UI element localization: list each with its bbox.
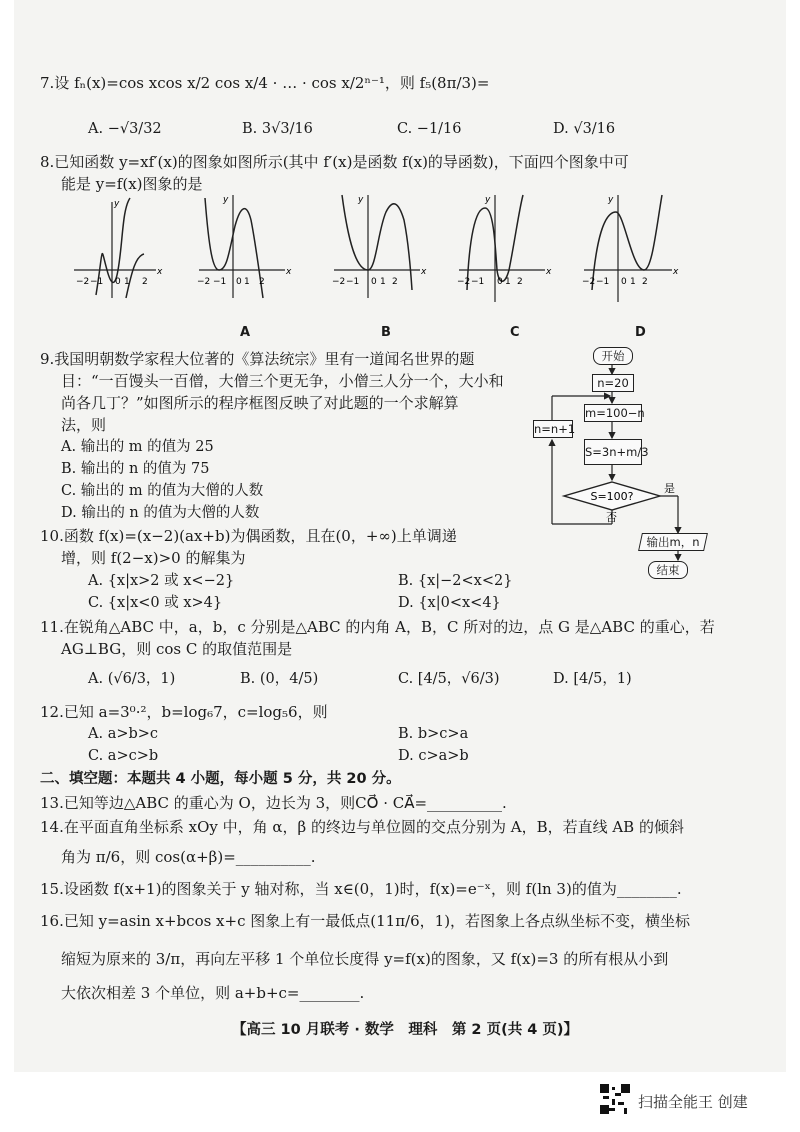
q12-stem: 12.已知 a=3⁰·²，b=log₆7，c=log₅6，则	[40, 703, 328, 721]
svg-text:x: x	[421, 267, 427, 277]
svg-text:y: y	[485, 195, 491, 205]
q13: 13.已知等边△ABC 的重心为 O，边长为 3，则CO⃗ · CA⃗=__________.	[40, 794, 507, 812]
q14-line1: 14.在平面直角坐标系 xOy 中，角 α，β 的终边与单位圆的交点分别为 A，B，若直线 AB 的倾斜	[40, 818, 684, 836]
svg-text:2: 2	[517, 277, 523, 287]
svg-text:y: y	[223, 195, 229, 205]
q8-given-graph	[74, 198, 163, 298]
svg-text:x: x	[286, 267, 292, 277]
svg-text:−2: −2	[76, 277, 90, 287]
q9-fc-assign-s: S=3n+m/3	[584, 439, 642, 465]
q8-graph-d	[582, 195, 679, 302]
q9-fc-cond: S=100?	[590, 490, 634, 503]
svg-text:2: 2	[142, 277, 148, 287]
q9-fc-start: 开始	[593, 347, 633, 365]
q12-option-d: D. c>a>b	[398, 748, 469, 764]
q11-option-a: A. (√6/3，1)	[88, 671, 176, 687]
svg-text:2: 2	[642, 277, 648, 287]
q16-line3: 大依次相差 3 个单位，则 a+b+c=________.	[61, 984, 365, 1002]
qr-code-icon	[600, 1084, 630, 1114]
q7-option-a: A. −√3/32	[88, 121, 162, 137]
q8-graph-a	[197, 195, 292, 298]
svg-text:−1: −1	[596, 277, 610, 287]
svg-text:x: x	[157, 267, 163, 277]
svg-text:y: y	[358, 195, 364, 205]
q14-line2: 角为 π/6，则 cos(α+β)=__________.	[61, 848, 316, 866]
q7-option-c: C. −1/16	[397, 121, 462, 137]
q9-fc-no: 否	[606, 511, 617, 524]
q9-fc-output	[638, 533, 708, 551]
q10-option-b: B. {x|−2<x<2}	[398, 573, 513, 589]
svg-text:−1: −1	[471, 277, 485, 287]
q9-fc-end: 结束	[648, 561, 688, 579]
svg-text:y: y	[608, 195, 614, 205]
q10-line1: 10.函数 f(x)=(x−2)(ax+b)为偶函数，且在(0，+∞)上单调递	[40, 527, 457, 545]
q9-option-d: D. 输出的 n 的值为大僧的人数	[61, 505, 260, 521]
svg-text:−1: −1	[213, 277, 227, 287]
svg-text:0: 0	[115, 277, 121, 287]
q8-line1: 8.已知函数 y=xf′(x)的图象如图所示(其中 f′(x)是函数 f(x)的导函数)，下面四个图象中可	[40, 153, 629, 171]
q11-option-c: C. [4/5，√6/3)	[398, 671, 500, 687]
section-heading: 二、填空题：本题共 4 小题，每小题 5 分，共 20 分。	[40, 771, 401, 787]
q11-line2: AG⊥BG，则 cos C 的取值范围是	[61, 640, 293, 658]
q7-option-b: B. 3√3/16	[242, 121, 313, 137]
svg-text:0: 0	[621, 277, 627, 287]
q9-option-c: C. 输出的 m 的值为大僧的人数	[61, 483, 264, 499]
q9-fc-yes: 是	[664, 482, 675, 495]
q7-option-d: D. √3/16	[553, 121, 616, 137]
q9-fc-init: n=20	[592, 374, 634, 392]
q10-option-d: D. {x|0<x<4}	[398, 595, 501, 611]
q9-fc-assign-m: m=100−n	[585, 406, 645, 420]
q11-option-b: B. (0，4/5)	[240, 671, 319, 687]
q10-option-c: C. {x|x<0 或 x>4}	[88, 595, 223, 611]
q8-graph-b	[332, 195, 427, 298]
q11-line1: 11.在锐角△ABC 中，a，b，c 分别是△ABC 的内角 A，B，C 所对的边，点 G 是△ABC 的重心，若	[40, 618, 715, 636]
svg-text:y: y	[114, 199, 120, 209]
svg-text:0: 0	[371, 277, 377, 287]
svg-text:−1: −1	[346, 277, 360, 287]
q16-line2: 缩短为原来的 3/π，再向左平移 1 个单位长度得 y=f(x)的图象，又 f(x)=3 的所有根从小到	[61, 950, 669, 968]
svg-text:x: x	[546, 267, 552, 277]
q8-label-c: C	[510, 325, 520, 340]
svg-text:2: 2	[392, 277, 398, 287]
svg-text:1: 1	[244, 277, 250, 287]
svg-text:−2: −2	[582, 277, 596, 287]
q9-fc-incr: n=n+1	[534, 422, 576, 436]
q7-stem: 7.设 fₙ(x)=cos xcos x/2 cos x/4 · … · cos x/2ⁿ⁻¹，则 f₅(8π/3)=	[40, 74, 490, 92]
q9-line1: 9.我国明朝数学家程大位著的《算法统宗》里有一道闻名世界的题	[40, 350, 475, 368]
svg-text:−2: −2	[457, 277, 471, 287]
q8-graphs	[60, 190, 760, 315]
q9-option-a: A. 输出的 m 的值为 25	[61, 439, 214, 455]
svg-text:1: 1	[380, 277, 386, 287]
page-footer: 【高三 10 月联考 · 数学 理科 第 2 页(共 4 页)】	[232, 1022, 579, 1038]
svg-text:−2: −2	[197, 277, 211, 287]
svg-text:1: 1	[124, 277, 130, 287]
q9-line2: 目：“一百馒头一百僧，大僧三个更无争，小僧三人分一个，大小和	[61, 372, 504, 390]
q8-line2: 能是 y=f(x)图象的是	[61, 175, 203, 193]
svg-text:−2: −2	[332, 277, 346, 287]
q8-label-b: B	[381, 325, 391, 340]
q9-fc-output-label: 输出m，n	[646, 535, 700, 549]
svg-text:x: x	[673, 267, 679, 277]
svg-text:0: 0	[497, 277, 503, 287]
scanner-watermark: 扫描全能王 创建	[638, 1093, 748, 1111]
q10-line2: 增，则 f(2−x)>0 的解集为	[61, 549, 246, 567]
svg-text:1: 1	[505, 277, 511, 287]
q12-option-a: A. a>b>c	[88, 726, 159, 742]
q12-option-c: C. a>c>b	[88, 748, 159, 764]
q11-option-d: D. [4/5，1)	[553, 671, 632, 687]
q8-graph-c	[457, 195, 552, 302]
q10-option-a: A. {x|x>2 或 x<−2}	[88, 573, 235, 589]
q8-label-d: D	[635, 325, 646, 340]
q9-line4: 法，则	[61, 416, 107, 434]
q16-line1: 16.已知 y=asin x+bcos x+c 图象上有一最低点(11π/6，1)，若图象上各点纵坐标不变，横坐标	[40, 912, 691, 930]
q8-label-a: A	[240, 325, 251, 340]
svg-text:−1: −1	[90, 277, 104, 287]
q9-option-b: B. 输出的 n 的值为 75	[61, 461, 210, 477]
svg-text:0: 0	[236, 277, 242, 287]
svg-text:1: 1	[630, 277, 636, 287]
q9-line3: 尚各几丁？”如图所示的程序框图反映了对此题的一个求解算	[61, 394, 459, 412]
q12-option-b: B. b>c>a	[398, 726, 469, 742]
q15: 15.设函数 f(x+1)的图象关于 y 轴对称，当 x∈(0，1)时，f(x)=e⁻ˣ，则 f(ln 3)的值为________.	[40, 880, 682, 898]
svg-text:2: 2	[259, 277, 265, 287]
